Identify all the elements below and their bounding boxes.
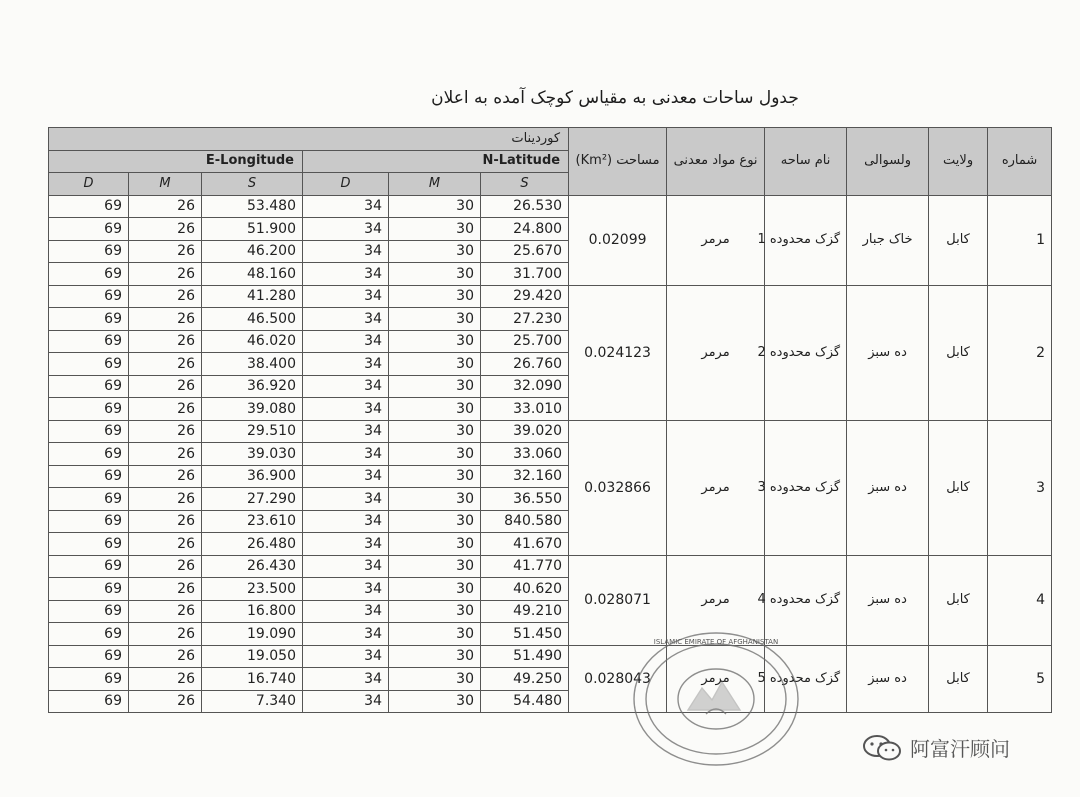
lon-minutes-cell: 26 (129, 533, 202, 556)
lon-minutes-cell: 26 (129, 443, 202, 466)
watermark-text: 阿富汗顾问 (910, 737, 1010, 761)
lat-s-header: S (481, 173, 569, 196)
lat-seconds-cell: 39.020 (481, 420, 569, 443)
lat-minutes-cell: 30 (389, 510, 481, 533)
lat-degrees-cell: 34 (303, 218, 389, 241)
province-cell: کابل (929, 555, 988, 645)
province-header: ولایت (929, 128, 988, 196)
site-number-cell: 4 (988, 555, 1052, 645)
lon-seconds-cell: 38.400 (202, 353, 303, 376)
lon-degrees-cell: 69 (49, 578, 129, 601)
lat-d-header: D (303, 173, 389, 196)
lon-degrees-cell: 69 (49, 645, 129, 668)
area-cell: 0.02099 (569, 195, 667, 285)
lat-seconds-cell: 41.670 (481, 533, 569, 556)
site-name-cell: گزک محدوده 2 (765, 285, 847, 420)
mineral-type-cell: مرمر (667, 645, 765, 713)
lon-seconds-cell: 26.430 (202, 555, 303, 578)
lon-seconds-cell: 16.800 (202, 600, 303, 623)
lat-minutes-cell: 30 (389, 623, 481, 646)
page-title: جدول ساحات معدنی به مقیاس کوچک آمده به اعلان (431, 88, 799, 108)
lon-seconds-cell: 36.900 (202, 465, 303, 488)
lat-seconds-cell: 40.620 (481, 578, 569, 601)
lon-minutes-cell: 26 (129, 555, 202, 578)
lat-minutes-cell: 30 (389, 285, 481, 308)
lat-minutes-cell: 30 (389, 398, 481, 421)
lon-seconds-cell: 39.030 (202, 443, 303, 466)
lat-degrees-cell: 34 (303, 690, 389, 713)
site-number-cell: 3 (988, 420, 1052, 555)
district-cell: ده سبز (847, 645, 929, 713)
lon-minutes-cell: 26 (129, 285, 202, 308)
lon-degrees-cell: 69 (49, 465, 129, 488)
lat-m-header: M (389, 173, 481, 196)
lon-degrees-cell: 69 (49, 443, 129, 466)
lat-degrees-cell: 34 (303, 623, 389, 646)
lon-degrees-cell: 69 (49, 240, 129, 263)
lon-seconds-cell: 23.500 (202, 578, 303, 601)
lon-degrees-cell: 69 (49, 308, 129, 331)
lon-minutes-cell: 26 (129, 645, 202, 668)
lat-minutes-cell: 30 (389, 240, 481, 263)
table-row (49, 555, 1052, 578)
province-cell: کابل (929, 645, 988, 713)
lon-minutes-cell: 26 (129, 690, 202, 713)
lat-seconds-cell: 33.010 (481, 398, 569, 421)
lat-seconds-cell: 840.580 (481, 510, 569, 533)
lat-degrees-cell: 34 (303, 555, 389, 578)
district-cell: ده سبز (847, 285, 929, 420)
lon-m-header: M (129, 173, 202, 196)
lat-degrees-cell: 34 (303, 465, 389, 488)
seal-text: ISLAMIC EMIRATE OF AFGHANISTAN (653, 638, 779, 646)
province-cell: کابل (929, 285, 988, 420)
lat-degrees-cell: 34 (303, 330, 389, 353)
lon-d-header: D (49, 173, 129, 196)
lon-degrees-cell: 69 (49, 353, 129, 376)
table-body (49, 195, 1052, 713)
lat-degrees-cell: 34 (303, 353, 389, 376)
lon-minutes-cell: 26 (129, 420, 202, 443)
lon-minutes-cell: 26 (129, 668, 202, 691)
site-name-cell: گزک محدوده 4 (765, 555, 847, 645)
mining-sites-table (48, 127, 1052, 713)
lat-seconds-cell: 25.700 (481, 330, 569, 353)
lat-seconds-cell: 41.770 (481, 555, 569, 578)
lon-minutes-cell: 26 (129, 240, 202, 263)
lat-seconds-cell: 49.250 (481, 668, 569, 691)
lon-seconds-cell: 46.200 (202, 240, 303, 263)
site-name-header: نام ساحه (765, 128, 847, 196)
lon-seconds-cell: 7.340 (202, 690, 303, 713)
district-cell: ده سبز (847, 555, 929, 645)
lat-degrees-cell: 34 (303, 398, 389, 421)
lat-degrees-cell: 34 (303, 668, 389, 691)
lat-degrees-cell: 34 (303, 308, 389, 331)
mineral-type-cell: مرمر (667, 195, 765, 285)
lat-degrees-cell: 34 (303, 195, 389, 218)
site-name-cell: گزک محدوده 5 (765, 645, 847, 713)
lat-minutes-cell: 30 (389, 465, 481, 488)
lat-minutes-cell: 30 (389, 420, 481, 443)
lat-minutes-cell: 30 (389, 600, 481, 623)
lon-degrees-cell: 69 (49, 533, 129, 556)
lon-minutes-cell: 26 (129, 623, 202, 646)
lon-minutes-cell: 26 (129, 195, 202, 218)
lon-minutes-cell: 26 (129, 578, 202, 601)
lat-seconds-cell: 31.700 (481, 263, 569, 286)
lat-degrees-cell: 34 (303, 443, 389, 466)
lon-seconds-cell: 16.740 (202, 668, 303, 691)
lat-seconds-cell: 24.800 (481, 218, 569, 241)
table-row (49, 645, 1052, 668)
lon-seconds-cell: 23.610 (202, 510, 303, 533)
lat-minutes-cell: 30 (389, 578, 481, 601)
lat-degrees-cell: 34 (303, 488, 389, 511)
site-number-cell: 2 (988, 285, 1052, 420)
lon-degrees-cell: 69 (49, 285, 129, 308)
lat-seconds-cell: 26.530 (481, 195, 569, 218)
lon-minutes-cell: 26 (129, 218, 202, 241)
lat-degrees-cell: 34 (303, 578, 389, 601)
lon-seconds-cell: 19.050 (202, 645, 303, 668)
lon-degrees-cell: 69 (49, 668, 129, 691)
lat-seconds-cell: 25.670 (481, 240, 569, 263)
lat-seconds-cell: 36.550 (481, 488, 569, 511)
lon-degrees-cell: 69 (49, 600, 129, 623)
lon-seconds-cell: 48.160 (202, 263, 303, 286)
lon-seconds-cell: 51.900 (202, 218, 303, 241)
lon-degrees-cell: 69 (49, 623, 129, 646)
lat-seconds-cell: 51.490 (481, 645, 569, 668)
lat-seconds-cell: 27.230 (481, 308, 569, 331)
longitude-header: E-Longitude (49, 150, 303, 173)
lon-minutes-cell: 26 (129, 510, 202, 533)
site-number-cell: 1 (988, 195, 1052, 285)
lon-minutes-cell: 26 (129, 263, 202, 286)
lon-seconds-cell: 36.920 (202, 375, 303, 398)
lat-degrees-cell: 34 (303, 510, 389, 533)
lon-seconds-cell: 46.020 (202, 330, 303, 353)
lat-minutes-cell: 30 (389, 488, 481, 511)
lat-degrees-cell: 34 (303, 420, 389, 443)
area-header: مساحت (Km²) (569, 128, 667, 196)
lat-degrees-cell: 34 (303, 263, 389, 286)
lon-seconds-cell: 39.080 (202, 398, 303, 421)
lat-minutes-cell: 30 (389, 308, 481, 331)
lat-seconds-cell: 26.760 (481, 353, 569, 376)
lat-seconds-cell: 49.210 (481, 600, 569, 623)
district-cell: خاک جبار (847, 195, 929, 285)
area-cell: 0.024123 (569, 285, 667, 420)
lat-minutes-cell: 30 (389, 668, 481, 691)
area-cell: 0.032866 (569, 420, 667, 555)
lon-seconds-cell: 53.480 (202, 195, 303, 218)
latitude-header: N-Latitude (303, 150, 569, 173)
lon-degrees-cell: 69 (49, 218, 129, 241)
lon-minutes-cell: 26 (129, 488, 202, 511)
lon-minutes-cell: 26 (129, 398, 202, 421)
lon-degrees-cell: 69 (49, 420, 129, 443)
lat-minutes-cell: 30 (389, 353, 481, 376)
lon-minutes-cell: 26 (129, 375, 202, 398)
lat-degrees-cell: 34 (303, 375, 389, 398)
province-cell: کابل (929, 420, 988, 555)
lon-minutes-cell: 26 (129, 600, 202, 623)
lon-degrees-cell: 69 (49, 690, 129, 713)
district-header: ولسوالی (847, 128, 929, 196)
lat-degrees-cell: 34 (303, 240, 389, 263)
lon-minutes-cell: 26 (129, 330, 202, 353)
lon-minutes-cell: 26 (129, 465, 202, 488)
lat-degrees-cell: 34 (303, 533, 389, 556)
lat-minutes-cell: 30 (389, 690, 481, 713)
lon-degrees-cell: 69 (49, 195, 129, 218)
table-row (49, 195, 1052, 218)
mineral-type-cell: مرمر (667, 285, 765, 420)
site-number-cell: 5 (988, 645, 1052, 713)
mineral-type-cell: مرمر (667, 555, 765, 645)
lon-degrees-cell: 69 (49, 398, 129, 421)
lat-seconds-cell: 51.450 (481, 623, 569, 646)
site-name-cell: گزک محدوده 3 (765, 420, 847, 555)
lat-degrees-cell: 34 (303, 600, 389, 623)
lon-minutes-cell: 26 (129, 308, 202, 331)
lat-minutes-cell: 30 (389, 195, 481, 218)
lat-minutes-cell: 30 (389, 375, 481, 398)
table-row (49, 285, 1052, 308)
lat-minutes-cell: 30 (389, 263, 481, 286)
number-header: شماره (988, 128, 1052, 196)
lat-minutes-cell: 30 (389, 533, 481, 556)
table-row (49, 420, 1052, 443)
lat-minutes-cell: 30 (389, 555, 481, 578)
site-name-cell: گزک محدوده 1 (765, 195, 847, 285)
district-cell: ده سبز (847, 420, 929, 555)
lon-degrees-cell: 69 (49, 263, 129, 286)
coordinates-header: کوردینات (49, 128, 569, 151)
lat-degrees-cell: 34 (303, 285, 389, 308)
lon-seconds-cell: 19.090 (202, 623, 303, 646)
lat-seconds-cell: 33.060 (481, 443, 569, 466)
province-cell: کابل (929, 195, 988, 285)
lon-degrees-cell: 69 (49, 330, 129, 353)
lat-minutes-cell: 30 (389, 218, 481, 241)
lon-degrees-cell: 69 (49, 375, 129, 398)
lat-degrees-cell: 34 (303, 645, 389, 668)
lat-seconds-cell: 32.090 (481, 375, 569, 398)
lon-s-header: S (202, 173, 303, 196)
lon-seconds-cell: 26.480 (202, 533, 303, 556)
official-seal (630, 630, 802, 768)
lon-degrees-cell: 69 (49, 510, 129, 533)
lon-seconds-cell: 29.510 (202, 420, 303, 443)
mineral-type-cell: مرمر (667, 420, 765, 555)
lon-degrees-cell: 69 (49, 555, 129, 578)
lon-seconds-cell: 27.290 (202, 488, 303, 511)
lat-minutes-cell: 30 (389, 645, 481, 668)
lat-seconds-cell: 32.160 (481, 465, 569, 488)
watermark (862, 733, 1010, 762)
wechat-icon (862, 734, 902, 762)
lon-seconds-cell: 41.280 (202, 285, 303, 308)
lat-seconds-cell: 54.480 (481, 690, 569, 713)
lon-minutes-cell: 26 (129, 353, 202, 376)
lon-degrees-cell: 69 (49, 488, 129, 511)
lat-minutes-cell: 30 (389, 443, 481, 466)
lat-seconds-cell: 29.420 (481, 285, 569, 308)
mineral-type-header: نوع مواد معدنی (667, 128, 765, 196)
area-cell: 0.028043 (569, 645, 667, 713)
lon-seconds-cell: 46.500 (202, 308, 303, 331)
lat-minutes-cell: 30 (389, 330, 481, 353)
area-cell: 0.028071 (569, 555, 667, 645)
